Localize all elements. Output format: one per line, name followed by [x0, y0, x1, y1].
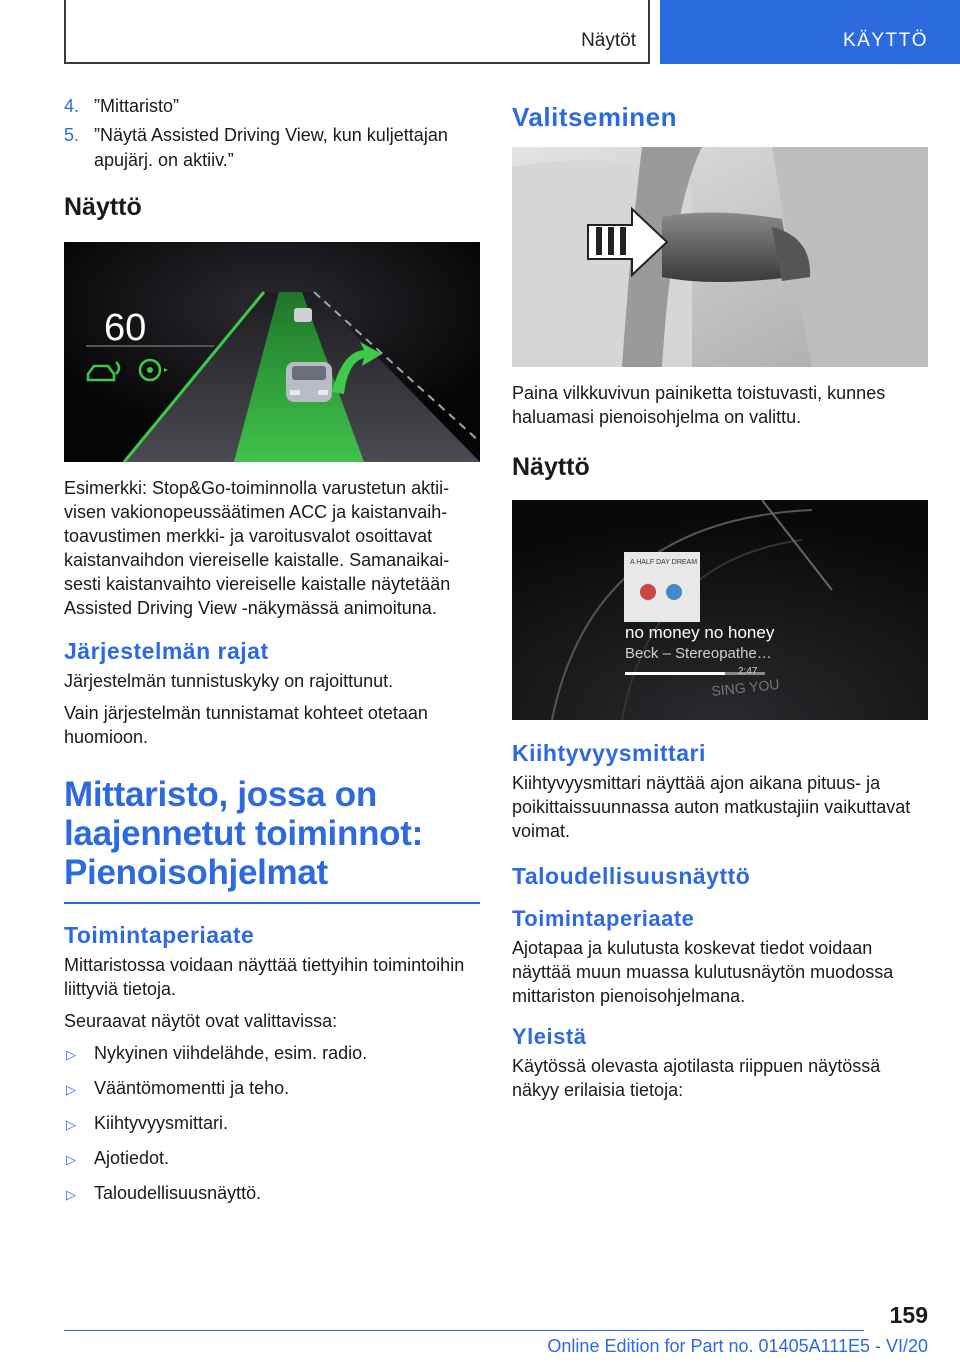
list-item: [64, 1111, 480, 1137]
step-number: 4.: [64, 96, 80, 116]
assisted-driving-view-image: [64, 242, 480, 462]
media-widget-image: [512, 500, 928, 720]
triangle-bullet-icon: ▷: [66, 1152, 76, 1167]
list-item: [64, 1146, 480, 1172]
left-column: [64, 94, 480, 1216]
heading-valitseminen: Valitseminen: [512, 102, 677, 132]
section-title: Mittaristo, jossa on laajennetut toiminnot: Pienoisohjelmat: [64, 775, 423, 892]
page-header: [64, 0, 960, 64]
triangle-bullet-icon: ▷: [66, 1187, 76, 1202]
section-title-rule: [64, 902, 480, 904]
turn-signal-lever-image: [512, 147, 928, 367]
step-text: ”Mittaristo”: [94, 96, 179, 116]
step-item: [64, 94, 480, 119]
triangle-bullet-icon: ▷: [66, 1047, 76, 1062]
heading-taloudellisuusnaytto: Taloudellisuusnäyttö: [512, 863, 751, 889]
heading-jarjestelman-rajat: Järjestelmän rajat: [64, 638, 269, 664]
footer-rule: [64, 1330, 864, 1331]
background-lyric-text: SING YOU: [710, 675, 781, 699]
heading-toimintaperiaate-right: Toimintaperiaate: [512, 906, 695, 931]
heading-toimintaperiaate: Toimintaperiaate: [64, 922, 255, 948]
track-time: 2:47: [738, 666, 758, 677]
list-item-text: Taloudellisuusnäyttö.: [94, 1183, 262, 1203]
list-item-text: Ajotiedot.: [94, 1148, 170, 1168]
valitseminen-paragraph: Paina vilkkuvivun painiketta toistuvasti, kunnes haluamasi pienoisohjelma on valittu.: [512, 383, 886, 427]
yleista-paragraph: Käytössä olevasta ajotilasta riippuen näytössä näkyy erilaisia tietoja:: [512, 1056, 881, 1100]
rajat-paragraph-1: Järjestelmän tunnistuskyky on rajoittunut.: [64, 671, 394, 691]
header-chapter-title: KÄYTTÖ: [842, 30, 928, 51]
header-chapter-tab: [660, 0, 960, 64]
heading-yleista: Yleistä: [512, 1024, 587, 1049]
list-item: [64, 1076, 480, 1102]
widget-list: [64, 1041, 480, 1207]
page-number: 159: [889, 1302, 928, 1328]
heading-naytto: Näyttö: [64, 193, 142, 221]
progress-fill: [625, 672, 725, 675]
right-column: [512, 94, 928, 1110]
heading-kiihtyvyysmittari: Kiihtyvyysmittari: [512, 740, 706, 766]
list-item: [64, 1041, 480, 1067]
header-section-box: [64, 0, 650, 64]
step-item: [64, 123, 480, 173]
assisted-driving-illustration: [64, 242, 480, 462]
list-item-text: Kiihtyvyysmittari.: [94, 1113, 229, 1133]
toimintaperiaate-paragraph: Mittaristossa voidaan näyttää tiettyihin toimintoihin liittyviä tietoja.: [64, 955, 465, 999]
speed-readout: 60: [104, 307, 147, 349]
talous-paragraph: Ajotapaa ja kulutusta koskevat tiedot voidaan näyttää muun muassa kulutusnäytön muodossa mittariston pienoisohjelmana.: [512, 938, 894, 1006]
album-art-text: A HALF DAY DREAM: [630, 559, 698, 566]
song-title: no money no honey: [625, 623, 775, 642]
step-list: [64, 94, 480, 173]
kiihtyvyysmittari-paragraph: Kiihtyvyysmittari näyttää ajon aikana pituus- ja poikittaissuunnassa auton matkustajiin vaikuttavat voimat.: [512, 773, 911, 841]
seuraavat-paragraph: Seuraavat näytöt ovat valittavissa:: [64, 1011, 338, 1031]
list-item-text: Vääntömomentti ja teho.: [94, 1078, 290, 1098]
triangle-bullet-icon: ▷: [66, 1082, 76, 1097]
rajat-paragraph-2: Vain järjestelmän tunnistamat kohteet otetaan huomioon.: [64, 703, 428, 747]
triangle-bullet-icon: ▷: [66, 1117, 76, 1132]
list-item-text: Nykyinen viihdelähde, esim. radio.: [94, 1043, 368, 1063]
footer-edition: Online Edition for Part no. 01405A111E5 - VI/20: [547, 1336, 928, 1356]
lever-illustration: [512, 147, 928, 367]
heading-naytto-right: Näyttö: [512, 453, 590, 481]
step-number: 5.: [64, 125, 80, 145]
artist-name: Beck – Stereopathe…: [625, 645, 772, 662]
step-text: ”Näytä Assisted Driving View, kun kuljettajan apujärj. on aktiiv.”: [94, 125, 448, 170]
image-caption: Esimerkki: Stop&Go-toiminnolla varustetun aktiivisen vakionopeussäätimen ACC ja kaistanvaihtoavustimen merkki- ja varoitusvalot osoittavat kaistanvaihdon viereiselle kaistalle. Samanaikaisesti kaistanvaihto viereiselle kaistalle näytetään Assisted Driving View -näkymässä animoituna.: [64, 478, 451, 618]
header-section-title: Näytöt: [581, 30, 636, 51]
media-widget-illustration: [512, 500, 928, 720]
list-item: [64, 1181, 480, 1207]
